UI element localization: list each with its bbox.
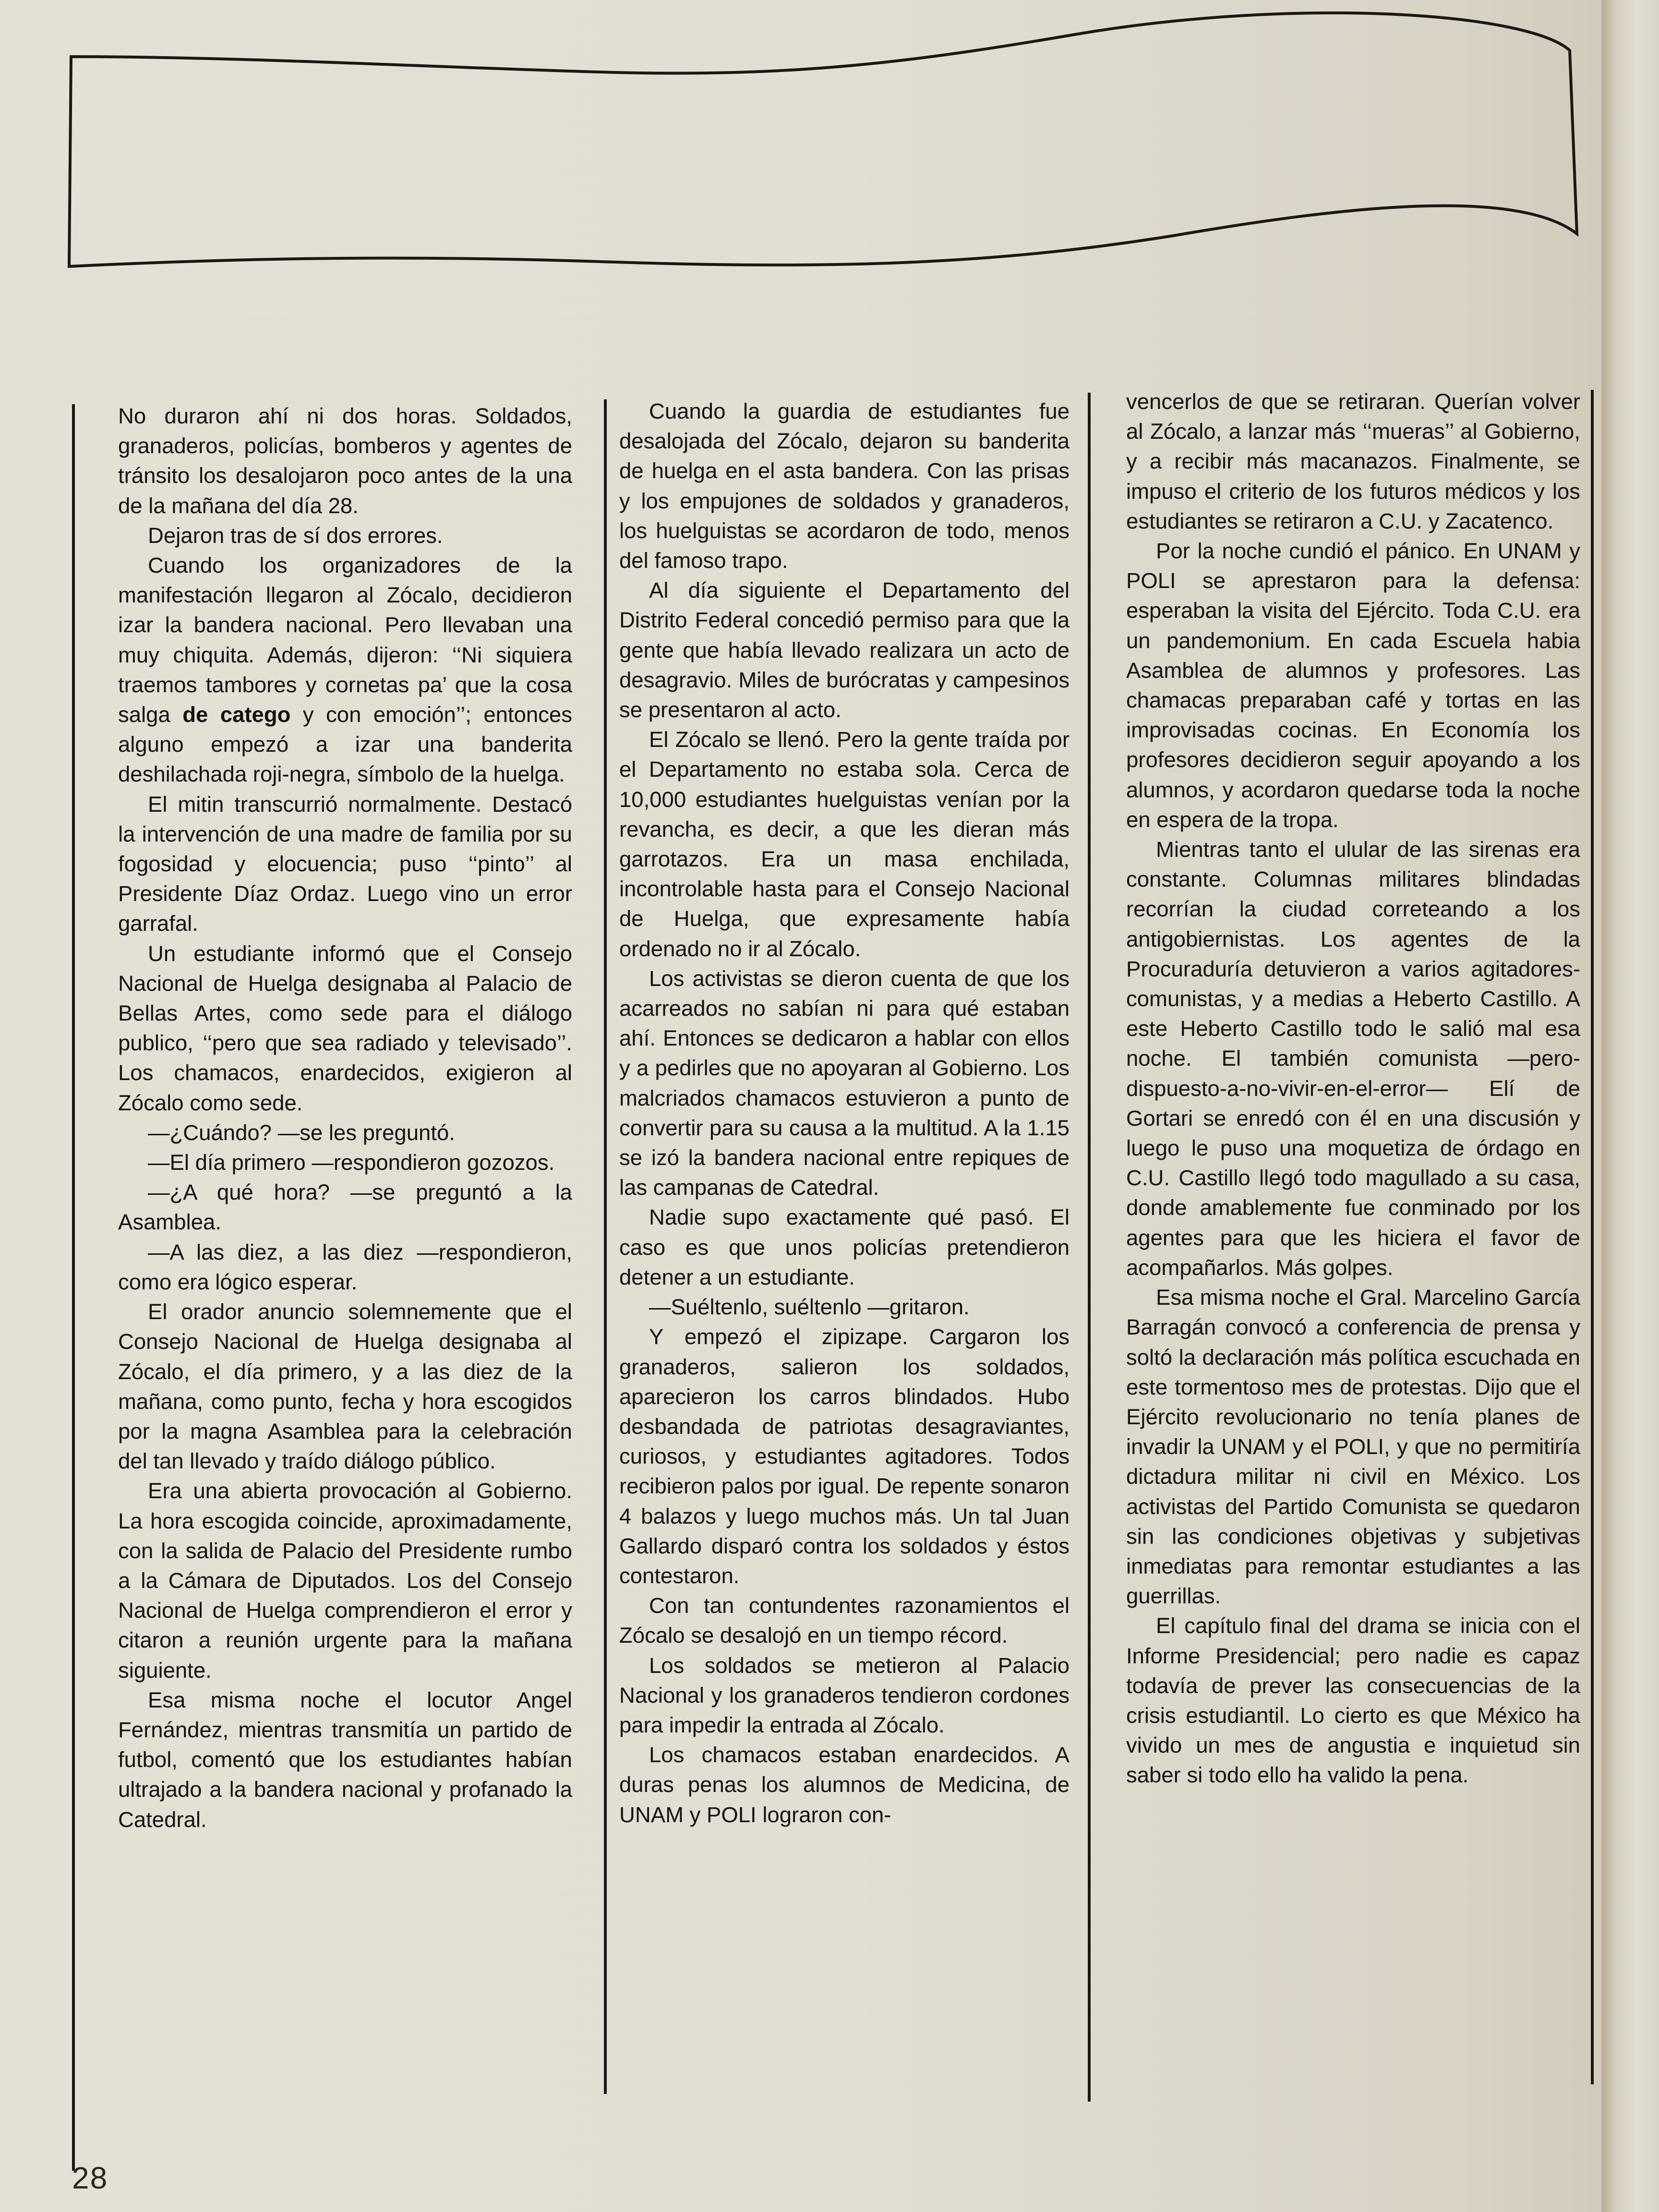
paragraph: No duraron ahí ni dos horas. Soldados, granaderos, policías, bomberos y agentes de tránsito los desalojaron poco antes de la una de la mañana del día 28. bbox=[118, 404, 572, 518]
dialogue-line: —A las diez, a las diez —respondieron, como era lógico esperar. bbox=[118, 1239, 572, 1294]
paragraph: Los activistas se dieron cuenta de que los acarreados no sabían ni para qué estaban ahí. Entonces se dedicaron a hablar con ellos y a pedirles que no apoyaran al Gobierno. Los malcriados chamacos estuvieron a punto de convertir para su causa a la multitud. A la 1.15 se izó la bandera nacional entre repiques de las campanas de Catedral. bbox=[619, 966, 1070, 1200]
paragraph: Mientras tanto el ulular de las sirenas era constante. Columnas militares blindadas recorrían la ciudad correteando a los antigobiernistas. Los agentes de la Procuraduría detuvieron a varios agitadores-comunistas, y a medias a Heberto Castillo. A este Heberto Castillo todo le salió mal esa noche. El también comunista —pero-dispuesto-a-no-vivir-en-el-error— Elí de Gortari se enredó con él en una discusión y luego le puso una moquetiza de órdago en C.U. Castillo llegó todo magullado a su casa, donde amablemente fue conminado por los agentes para que les hiciera el favor de acompañarlos. Más golpes. bbox=[1126, 837, 1580, 1280]
paragraph: Esa misma noche el locutor Angel Fernández, mientras transmitía un partido de futbol, comentó que los estudiantes habían ultrajado a la bandera nacional y profanado la Catedral. bbox=[118, 1687, 572, 1832]
bold-phrase: de catego bbox=[182, 702, 291, 727]
paragraph: Esa misma noche el Gral. Marcelino García Barragán convocó a conferencia de prensa y soltó la declaración más política escuchada en este tormentoso mes de protestas. Dijo que el Ejército revolucionario no tenía planes de invadir la UNAM y el POLI, y que no permitiría dictadura militar ni civil en México. Los activistas del Partido Comunista se quedaron sin las condiciones objetivas y subjetivas inmediatas para remontar estudiantes a las guerrillas. bbox=[1126, 1285, 1580, 1609]
paragraph: vencerlos de que se retiraran. Querían volver al Zócalo, a lanzar más ‘‘mueras’’ al Gobierno, y a recibir más macanazos. Finalmente, se impuso el criterio de los futuros médicos y los estudiantes se retiraron a C.U. y Zacatenco. bbox=[1126, 389, 1580, 533]
paragraph: Nadie supo exactamente qué pasó. El caso es que unos policías pretendieron detener a un estudiante. bbox=[619, 1205, 1070, 1289]
paragraph: Cuando la guardia de estudiantes fue desalojada del Zócalo, dejaron su banderita de huelga en el asta bandera. Con las prisas y los empujones de soldados y granaderos, los huelguistas se acordaron de todo, menos del famoso trapo. bbox=[619, 399, 1070, 573]
paragraph bbox=[118, 551, 572, 790]
paragraph: El Zócalo se llenó. Pero la gente traída por el Departamento no estaba sola. Cerca de 10,000 estudiantes huelguistas venían por la revancha, es decir, a que les dieran más garrotazos. Era un masa enchilada, incontrolable hasta para el Consejo Nacional de Huelga, que expresamente había ordenado no ir al Zócalo. bbox=[619, 727, 1070, 961]
column-rule-1-2 bbox=[604, 399, 607, 2094]
paragraph: El orador anuncio solemnemente que el Consejo Nacional de Huelga designaba al Zócalo, el día primero, y a las diez de la mañana, como punto, fecha y hora escogidos por la magna Asamblea para la celebración del tan llevado y traído diálogo público. bbox=[118, 1299, 572, 1474]
paragraph-text: y con emoción’’; entonces alguno empezó a izar una banderita deshilachada roji-negra, símbolo de la huelga. bbox=[118, 702, 572, 787]
paragraph: Dejaron tras de sí dos errores. bbox=[148, 523, 443, 548]
paragraph: El mitin transcurrió normalmente. Destacó la intervención de una madre de familia por su fogosidad y elocuencia; puso ‘‘pinto’’ al Presidente Díaz Ordaz. Luego vino un error garrafal. bbox=[118, 792, 572, 936]
paragraph: Y empezó el zipizape. Cargaron los granaderos, salieron los soldados, aparecieron los carros blindados. Hubo desbandada de patriotas desagraviantes, curiosos, y estudiantes agitadores. Todos recibieron palos por igual. De repente sonaron 4 balazos y luego muchos más. Un tal Juan Gallardo disparó contra los soldados y éstos contestaron. bbox=[619, 1324, 1070, 1588]
dialogue-line: —El día primero —respondieron gozozos. bbox=[148, 1150, 555, 1175]
dialogue-line: —¿Cuándo? —se les preguntó. bbox=[148, 1120, 455, 1145]
dialogue-line: —¿A qué hora? —se preguntó a la Asamblea. bbox=[118, 1180, 572, 1235]
paragraph: Al día siguiente el Departamento del Distrito Federal concedió permiso para que la gente que había llevado realizara un acto de desagravio. Miles de burócratas y campesinos se presentaron al acto. bbox=[619, 578, 1070, 722]
paragraph-text: Cuando los organizadores de la manifestación llegaron al Zócalo, decidieron izar la bandera nacional. Pero llevaban una muy chiquita. Además, dijeron: ‘‘Ni siquiera traemos tambores y cornetas pa’ que la cosa salga bbox=[118, 553, 572, 727]
paragraph: Con tan contundentes razonamientos el Zócalo se desalojó en un tiempo récord. bbox=[619, 1593, 1070, 1648]
article-column-1 bbox=[118, 401, 572, 1835]
column-rule-2-3 bbox=[1088, 393, 1091, 2102]
paragraph: El capítulo final del drama se inicia con el Informe Presidencial; pero nadie es capaz todavía de prever las consecuencias de la crisis estudiantil. Lo cierto es que México ha vivido un mes de angustia e inquietud sin saber si todo ello ha valido la pena. bbox=[1126, 1613, 1580, 1788]
article-column-3 bbox=[1126, 387, 1580, 1791]
paragraph: Los soldados se metieron al Palacio Nacional y los granaderos tendieron cordones para impedir la entrada al Zócalo. bbox=[619, 1653, 1070, 1737]
page-number: 28 bbox=[72, 2161, 108, 2195]
dialogue-line: —Suéltenlo, suéltenlo —gritaron. bbox=[649, 1295, 970, 1320]
article-column-2 bbox=[619, 397, 1070, 1830]
column-rule-left bbox=[72, 404, 75, 2171]
wavy-banner-frame-icon bbox=[69, 13, 1577, 266]
paragraph: Por la noche cundió el pánico. En UNAM y POLI se aprestaron para la defensa: esperaban la visita del Ejército. Toda C.U. era un pandemonium. En cada Escuela habia Asamblea de alumnos y profesores. Las chamacas preparaban café y tortas en las improvisadas cocinas. En Economía los profesores decidieron seguir apoyando a los alumnos, y acordaron quedarse toda la noche en espera de la tropa. bbox=[1126, 539, 1580, 832]
paragraph: Era una abierta provocación al Gobierno. La hora escogida coincide, aproximadamente, con la salida de Palacio del Presidente rumbo a la Cámara de Diputados. Los del Consejo Nacional de Huelga comprendieron el error y citaron a reunión urgente para la mañana siguiente. bbox=[118, 1479, 572, 1683]
paragraph: Los chamacos estaban enardecidos. A duras penas los alumnos de Medicina, de UNAM y POLI lograron con- bbox=[619, 1743, 1070, 1827]
column-rule-right bbox=[1591, 390, 1594, 2084]
paragraph: Un estudiante informó que el Consejo Nacional de Huelga designaba al Palacio de Bellas Artes, como sede para el diálogo publico, ‘‘pero que sea radiado y televisado’’. Los chamacos, enardecidos, exigieron al Zócalo como sede. bbox=[118, 941, 572, 1115]
